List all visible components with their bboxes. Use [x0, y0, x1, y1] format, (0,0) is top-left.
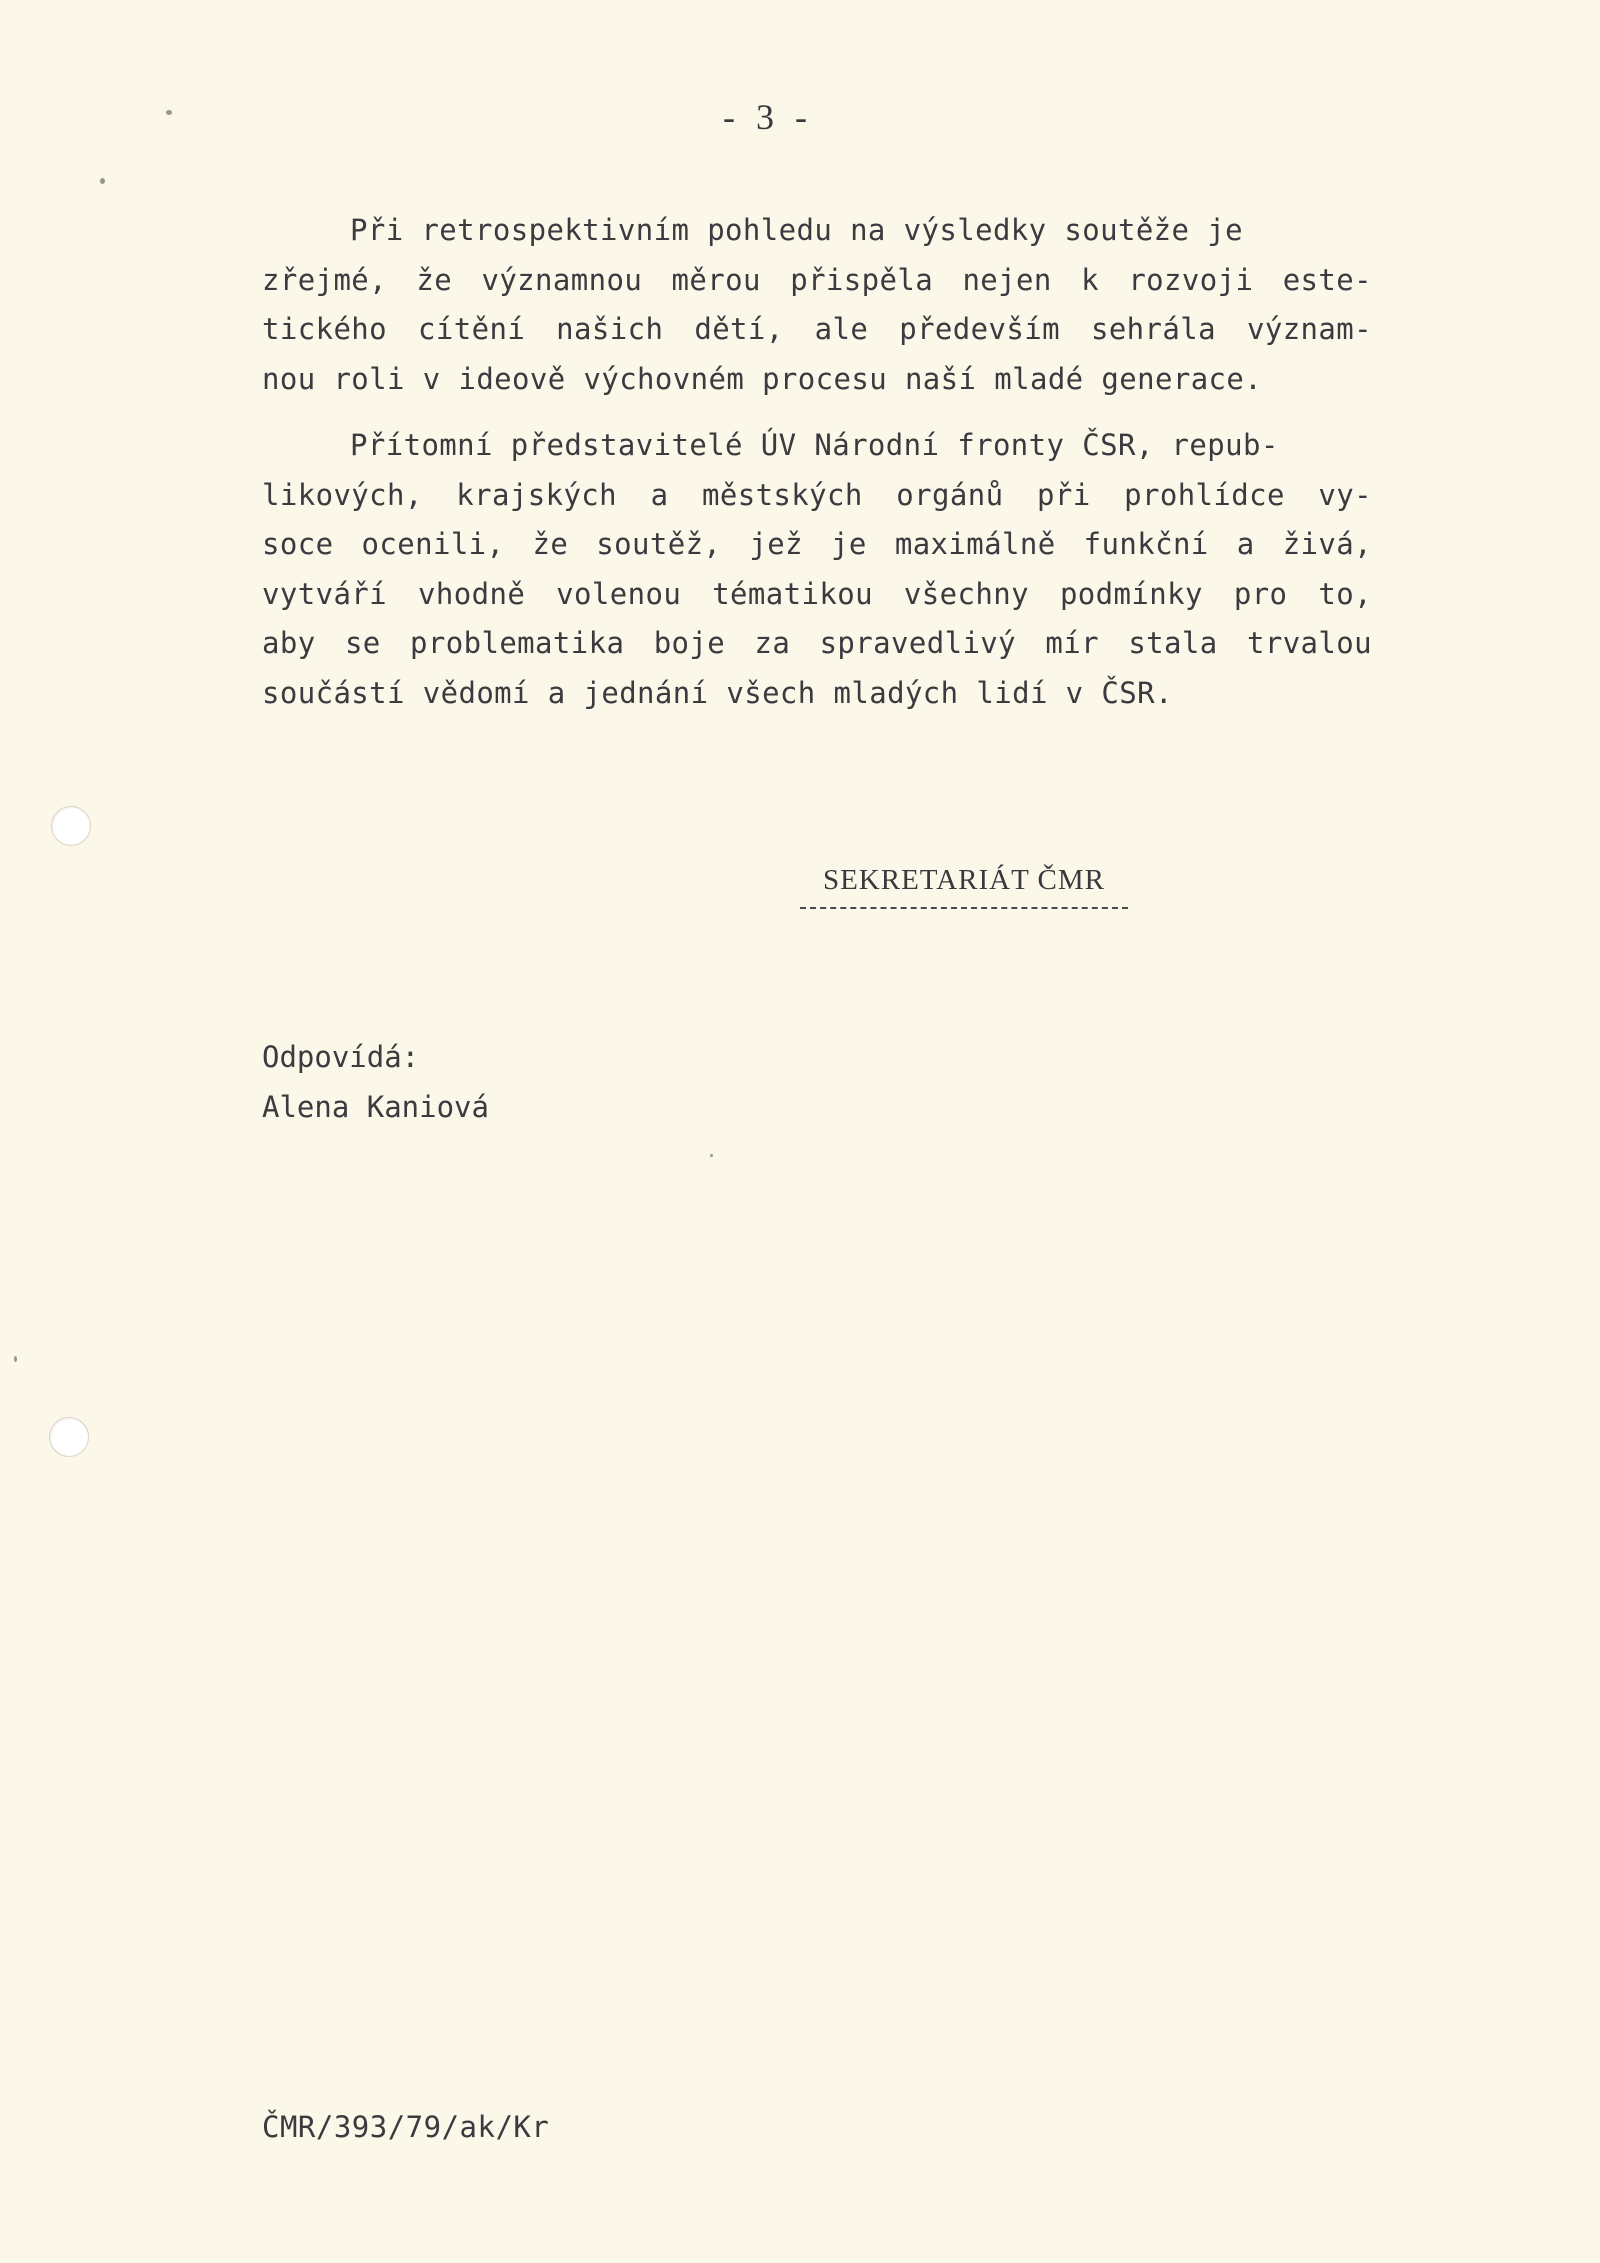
text-line: tického cítění našich dětí, ale především sehrála význam- — [262, 312, 1372, 346]
page-number: - 3 - — [723, 97, 813, 137]
text-line: součástí vědomí a jednání všech mladých lidí v ČSR. — [262, 675, 1173, 710]
text-line: nou roli v ideově výchovném procesu naší mladé generace. — [262, 361, 1263, 396]
responsible-block — [262, 1032, 489, 1132]
paragraph-competition-results — [262, 206, 1372, 404]
reference-number: ČMR/393/79/ak/Kr — [262, 2110, 550, 2144]
paper-speck — [100, 178, 105, 184]
paper-speck — [14, 1356, 17, 1362]
paper-speck — [710, 1154, 713, 1157]
text-line: vytváří vhodně volenou tématikou všechny podmínky pro to, — [262, 576, 1372, 611]
signature-underline — [800, 907, 1128, 909]
text-line: aby se problematika boje za spravedlivý mír stala trvalou — [262, 626, 1372, 660]
responsible-name: Alena Kaniová — [262, 1090, 489, 1124]
responsible-label: Odpovídá: — [262, 1040, 420, 1074]
text-line: zřejmé, že významnou měrou přispěla nejen k rozvoji este- — [262, 262, 1372, 297]
signature-block — [800, 864, 1128, 909]
text-line: likových, krajských a městských orgánů při prohlídce vy- — [262, 477, 1372, 512]
punch-hole — [49, 1417, 89, 1457]
signature-text: SEKRETARIÁT ČMR — [822, 864, 1106, 896]
text-line: Při retrospektivním pohledu na výsledky soutěže je — [350, 213, 1243, 247]
paragraph-representatives — [262, 421, 1372, 718]
text-line: Přítomní představitelé ÚV Národní fronty ČSR, repub- — [350, 428, 1279, 462]
text-line: soce ocenili, že soutěž, jež je maximálně funkční a živá, — [262, 527, 1372, 561]
punch-hole — [51, 806, 91, 846]
